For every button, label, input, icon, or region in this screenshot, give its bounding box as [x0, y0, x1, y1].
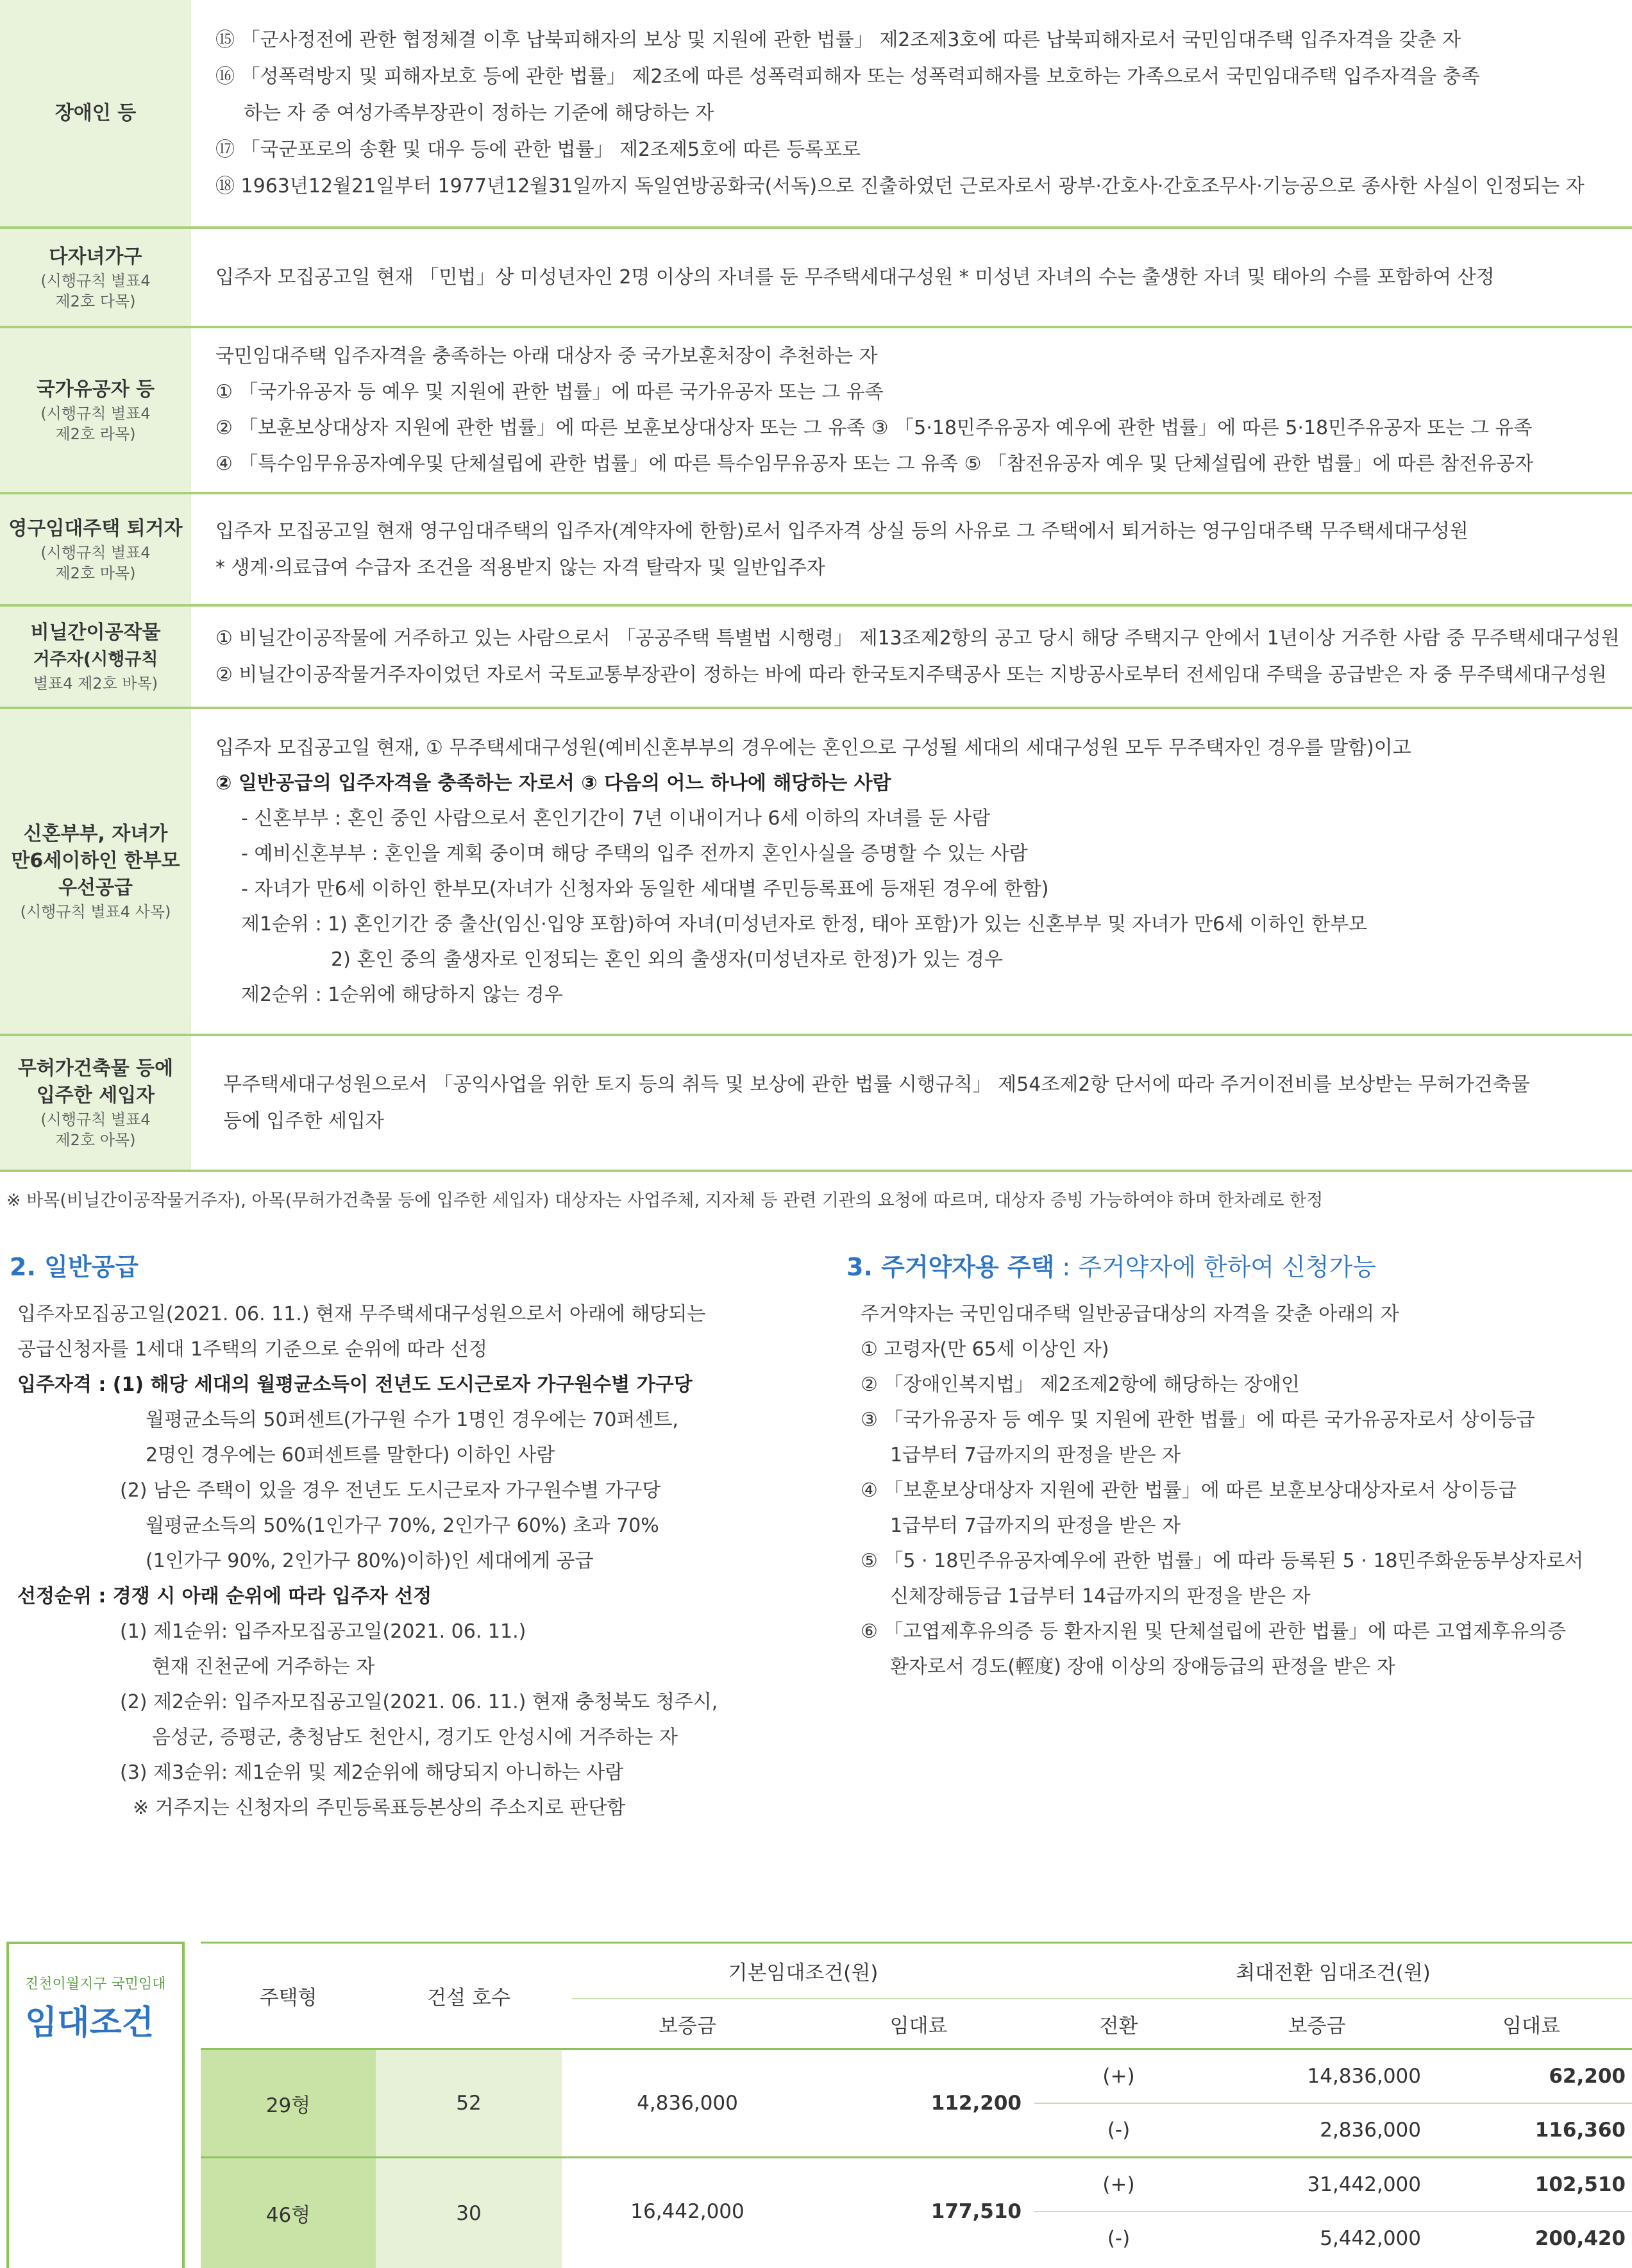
row-content [198, 494, 1632, 604]
section-line: ⑤ 「5 · 18민주유공자예우에 관한 법률」에 따라 등록된 5 · 18민주화운동부상자로서 [861, 1550, 1584, 1572]
category-title: 입주한 세입자 [36, 1084, 155, 1107]
section-line: 월평균소득의 50%(1인가구 70%, 2인가구 60%) 초과 70% [146, 1515, 659, 1537]
header-basic: 기본임대조건(원) [728, 1961, 879, 1985]
section-line: 입주자모집공고일(2021. 06. 11.) 현재 무주택세대구성원으로서 아래에 해당되는 [17, 1303, 706, 1325]
category-title: 영구임대주택 퇴거자 [8, 517, 183, 540]
content-line: ⑯ 「성폭력방지 및 피해자보호 등에 관한 법률」 제2조에 따른 성폭력피해자 또는 성폭력피해자를 보호하는 가족으로서 국민임대주택 입주자격을 충족 [215, 65, 1480, 88]
content-line: 국민임대주택 입주자격을 충족하는 아래 대상자 중 국가보훈처장이 추천하는 자 [215, 344, 878, 367]
category-sub: (시행규칙 별표4 [40, 1111, 151, 1129]
section-line: ④ 「보훈보상대상자 지원에 관한 법률」에 따른 보훈보상대상자로서 상이등급 [861, 1479, 1517, 1502]
section-line: 주거약자는 국민임대주택 일반공급대상의 자격을 갖춘 아래의 자 [861, 1303, 1399, 1325]
category-title: 신혼부부, 자녀가 [23, 823, 168, 845]
section-line: (2) 남은 주택이 있을 경우 전년도 도시근로자 가구원수별 가구당 [120, 1479, 661, 1502]
cell-max-deposit: 5,442,000 [1320, 2227, 1421, 2250]
row-content [198, 709, 1632, 1034]
vulnerable-supply-section [846, 1250, 1622, 1684]
content-line: 제2순위 : 1순위에 해당하지 않는 경우 [241, 984, 563, 1006]
content-line: 하는 자 중 여성가족부장관이 정하는 기준에 해당하는 자 [244, 102, 714, 124]
cell-units: 30 [376, 2158, 562, 2268]
category-title: 무허가건축물 등에 [17, 1057, 174, 1080]
content-line: ② 「보훈보상대상자 지원에 관한 법률」에 따른 보훈보상대상자 또는 그 유족 ③ 「5·18민주유공자 예우에 관한 법률」에 따른 5·18민주유공자 또는 그 유족 [215, 416, 1533, 439]
section-line: (2) 제2순위: 입주자모집공고일(2021. 06. 11.) 현재 충청북도 청주시, [120, 1691, 718, 1713]
rent-subtitle: 진천이월지구 국민임대 [25, 1976, 166, 1992]
row-category [0, 494, 198, 604]
cell-rent: 177,510 [930, 2200, 1022, 2223]
cell-units: 52 [376, 2050, 562, 2156]
header-basic-rent: 임대료 [889, 2014, 948, 2038]
category-title: 비닐간이공작물 [30, 621, 161, 644]
heading-sub: : 주거약자에 한하여 신청가능 [1054, 1253, 1376, 1281]
section-line: ⑥ 「고엽제후유의증 등 환자지원 및 단체설립에 관한 법률」에 따른 고엽제후유의증 [861, 1620, 1567, 1643]
rent-title: 임대조건 [25, 2004, 154, 2042]
section-line: 월평균소득의 50퍼센트(가구원 수가 1명인 경우에는 70퍼센트, [146, 1409, 678, 1431]
section-line: (1인가구 90%, 2인가구 80%)이하)인 세대에게 공급 [146, 1550, 594, 1572]
cell-max-rent: 116,360 [1535, 2119, 1626, 2142]
section-line: 음성군, 증평군, 충청남도 천안시, 경기도 안성시에 거주하는 자 [152, 1726, 678, 1749]
section-heading: 2. 일반공급 [10, 1253, 139, 1281]
row-category [0, 1036, 198, 1170]
cell-max-deposit: 31,442,000 [1307, 2173, 1421, 2196]
section-line: (1) 제1순위: 입주자모집공고일(2021. 06. 11.) [120, 1620, 526, 1643]
cell-max-deposit: 14,836,000 [1307, 2065, 1421, 2088]
category-sub: 제2호 다목) [55, 292, 136, 310]
header-basic-deposit: 보증금 [659, 2014, 716, 2038]
content-line: ② 비닐간이공작물거주자이었던 자로서 국토교통부장관이 정하는 바에 따라 한국토지주택공사 또는 지방공사로부터 전세임대 주택을 공급받은 자 중 무주택세대구성원 [215, 664, 1607, 686]
rent-table [201, 1942, 1632, 2268]
section-line: 입주자격 : (1) 해당 세대의 월평균소득이 전년도 도시근로자 가구원수별 가구당 [17, 1373, 693, 1396]
content-line: 입주자 모집공고일 현재, ① 무주택세대구성원(예비신혼부부의 경우에는 혼인으로 구성될 세대의 세대구성원 모두 무주택자인 경우를 말함)이고 [215, 737, 1411, 759]
cell-deposit: 4,836,000 [637, 2092, 738, 2115]
heading-main: 3. 주거약자용 주택 [846, 1253, 1055, 1281]
header-max: 최대전환 임대조건(원) [1236, 1961, 1431, 1985]
header-type: 주택형 [259, 1987, 317, 2010]
row-category [0, 709, 198, 1034]
section-line: 신체장해등급 1급부터 14급까지의 판정을 받은 자 [890, 1585, 1311, 1608]
content-line: 2) 혼인 중의 출생자로 인정되는 혼인 외의 출생자(미성년자로 한정)가 있는 경우 [331, 948, 1003, 971]
category-sub: 제2호 마목) [55, 564, 136, 582]
eligibility-row [0, 607, 1632, 709]
eligibility-row [0, 229, 1632, 328]
content-line: 등에 입주한 세입자 [223, 1110, 384, 1132]
content-line: ⑱ 1963년12월21일부터 1977년12월31일까지 독일연방공화국(서독)으로 진출하였던 근로자로서 광부·간호사·간호조무사·기능공으로 종사한 사실이 인정되는 자 [215, 175, 1585, 197]
section-line: 1급부터 7급까지의 판정을 받은 자 [890, 1515, 1181, 1537]
cell-conversion: (-) [1107, 2119, 1131, 2142]
row-content [198, 328, 1632, 492]
section-line: (3) 제3순위: 제1순위 및 제2순위에 해당되지 아니하는 사람 [120, 1761, 624, 1784]
category-sub: (시행규칙 별표4 사목) [20, 903, 171, 921]
section-line: 1급부터 7급까지의 판정을 받은 자 [890, 1444, 1181, 1466]
content-line: - 자녀가 만6세 이하인 한부모(자녀가 신청자와 동일한 세대별 주민등록표에 등재된 경우에 한함) [241, 878, 1049, 900]
category-sub: 별표4 제2호 바목) [33, 675, 158, 693]
section-line: 선정순위 : 경쟁 시 아래 순위에 따라 입주자 선정 [17, 1585, 432, 1608]
section-line: ② 「장애인복지법」 제2조제2항에 해당하는 장애인 [861, 1373, 1300, 1396]
section-line: ※ 거주지는 신청자의 주민등록표등본상의 주소지로 판단함 [133, 1797, 626, 1819]
row-category [0, 0, 198, 226]
cell-conversion: (+) [1102, 2173, 1135, 2196]
category-sub: (시행규칙 별표4 [40, 404, 151, 423]
header-conversion: 전환 [1099, 2014, 1138, 2038]
cell-max-rent: 102,510 [1535, 2173, 1626, 2196]
category-title: 국가유공자 등 [36, 378, 155, 401]
rent-title-box [6, 1942, 185, 2268]
header-units: 건설 호수 [427, 1987, 510, 2010]
category-sub: 거주자(시행규칙 [33, 650, 158, 669]
content-line: ⑮ 「군사정전에 관한 협정체결 이후 납북피해자의 보상 및 지원에 관한 법률」 제2조제3호에 따른 납북피해자로서 국민임대주택 입주자격을 갖춘 자 [215, 29, 1461, 51]
content-line: - 예비신혼부부 : 혼인을 계획 중이며 해당 주택의 입주 전까지 혼인사실을 증명할 수 있는 사람 [241, 843, 1028, 865]
category-title: 다자녀가구 [49, 245, 142, 268]
content-line: ④ 「특수임무유공자예우및 단체설립에 관한 법률」에 따른 특수임무유공자 또는 그 유족 ⑤ 「참전유공자 예우 및 단체설립에 관한 법률」에 따른 참전유공자 [215, 452, 1534, 475]
cell-rent: 112,200 [930, 2092, 1022, 2115]
section-line: 현재 진천군에 거주하는 자 [152, 1656, 375, 1678]
eligibility-footnote: ※ 바목(비닐간이공작물거주자), 아목(무허가건축물 등에 입주한 세입자) 대상자는 사업주체, 지자체 등 관련 기관의 요청에 따르며, 대상자 증빙 가능하여야 하며 한차례로 한정 [6, 1191, 1324, 1211]
content-line: 제1순위 : 1) 혼인기간 중 출산(임신·입양 포함)하여 자녀(미성년자로 한정, 태아 포함)가 있는 신혼부부 및 자녀가 만6세 이하인 한부모 [241, 913, 1368, 936]
cell-deposit: 16,442,000 [630, 2200, 744, 2223]
category-sub: 제2호 라목) [55, 424, 136, 443]
content-line: - 신혼부부 : 혼인 중인 사람으로서 혼인기간이 7년 이내이거나 6세 이하의 자녀를 둔 사람 [241, 807, 991, 830]
row-category [0, 607, 198, 707]
section-line: ① 고령자(만 65세 이상인 자) [861, 1338, 1109, 1361]
content-line: ⑰ 「국군포로의 송환 및 대우 등에 관한 법률」 제2조제5호에 따른 등록포로 [215, 139, 861, 161]
header-max-rent: 임대료 [1502, 2014, 1560, 2038]
section-line: 공급신청자를 1세대 1주택의 기준으로 순위에 따라 선정 [17, 1338, 487, 1361]
row-category [0, 328, 198, 492]
content-line: 무주택세대구성원으로서 「공익사업을 위한 토지 등의 취득 및 보상에 관한 법률 시행규칙」 제54조제2항 단서에 따라 주거이전비를 보상받는 무허가건축물 [223, 1073, 1530, 1096]
category-title: 만6세이하인 한부모 [11, 850, 180, 872]
section-line: ③ 「국가유공자 등 예우 및 지원에 관한 법률」에 따른 국가유공자로서 상이등급 [861, 1409, 1535, 1431]
cell-conversion: (-) [1107, 2227, 1131, 2250]
cell-max-deposit: 2,836,000 [1320, 2119, 1421, 2142]
content-line: 입주자 모집공고일 현재 「민법」상 미성년자인 2명 이상의 자녀를 둔 무주택세대구성원 * 미성년 자녀의 수는 출생한 자녀 및 태아의 수를 포함하여 산정 [215, 266, 1495, 289]
cell-max-rent: 200,420 [1535, 2227, 1626, 2250]
cell-type: 46형 [201, 2158, 376, 2268]
eligibility-row [0, 494, 1632, 607]
row-content [198, 229, 1632, 326]
content-line: * 생계·의료급여 수급자 조건을 적용받지 않는 자격 탈락자 및 일반입주자 [215, 556, 825, 579]
category-sub: 제2호 아목) [55, 1131, 136, 1149]
content-line: 입주자 모집공고일 현재 영구임대주택의 입주자(계약자에 한함)로서 입주자격 상실 등의 사유로 그 주택에서 퇴거하는 영구임대주택 무주택세대구성원 [215, 519, 1468, 542]
eligibility-row [0, 1036, 1632, 1172]
category-sub: (시행규칙 별표4 [40, 271, 151, 290]
section-line: 환자로서 경도(輕度) 장애 이상의 장애등급의 판정을 받은 자 [890, 1656, 1395, 1678]
general-supply-section [10, 1250, 805, 1826]
category-title: 장애인 등 [55, 101, 137, 124]
header-max-deposit: 보증금 [1288, 2014, 1346, 2038]
category-sub: (시행규칙 별표4 [40, 543, 151, 562]
content-line: ② 일반공급의 입주자격을 충족하는 자로서 ③ 다음의 어느 하나에 해당하는 사람 [215, 772, 891, 794]
cell-max-rent: 62,200 [1549, 2065, 1626, 2088]
cell-conversion: (+) [1102, 2065, 1135, 2088]
row-content [198, 0, 1632, 226]
eligibility-row [0, 709, 1632, 1036]
eligibility-row [0, 0, 1632, 229]
row-content [198, 1036, 1632, 1170]
row-category [0, 229, 198, 326]
row-content [198, 607, 1632, 707]
eligibility-row [0, 328, 1632, 494]
section-heading [846, 1250, 1622, 1284]
content-line: ① 「국가유공자 등 예우 및 지원에 관한 법률」에 따른 국가유공자 또는 그 유족 [215, 380, 884, 403]
content-line: ① 비닐간이공작물에 거주하고 있는 사람으로서 「공공주택 특별법 시행령」 제13조제2항의 공고 당시 해당 주택지구 안에서 1년이상 거주한 사람 중 무주택세대구성원 [215, 627, 1620, 650]
cell-type: 29형 [201, 2050, 376, 2156]
category-title: 우선공급 [58, 877, 133, 899]
section-line: 2명인 경우에는 60퍼센트를 말한다) 이하인 사람 [146, 1444, 555, 1466]
